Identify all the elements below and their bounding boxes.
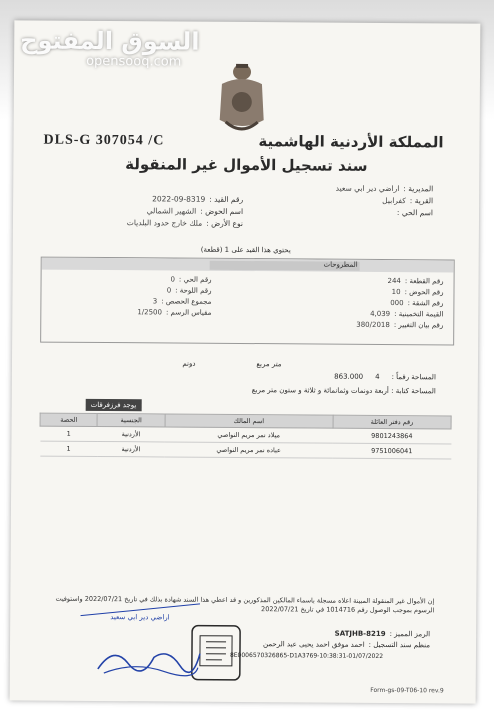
area-in-words — [56, 385, 436, 396]
field-label: اسم الحوض : — [200, 206, 244, 216]
field-label: اسم الحي : — [396, 208, 434, 218]
field-label: القرية : — [409, 196, 434, 206]
document-title: سند تسجيل الأموال غير المنقولة — [125, 155, 368, 175]
area-words-value: أربعة دونمات وثمانمائة و ثلاثة و ستون متر مربع — [251, 386, 389, 396]
location-fields — [243, 182, 433, 219]
field-value: كفرابيل — [382, 195, 406, 206]
barcode-text: 8E0006570326865-D1A3769-10:38:31-01/07/2022 — [229, 651, 384, 660]
owners-table — [39, 413, 451, 460]
blue-stamp-text: اراضي دير ابي سعيد — [110, 613, 170, 622]
table-cell: 1 — [40, 426, 98, 441]
field-label: مجموع الحصص : — [161, 297, 212, 306]
area-numeric-label: المساحة رقماً : — [391, 373, 436, 382]
table-cell: الأردنية — [97, 441, 164, 456]
area-units — [152, 359, 312, 368]
kingdom-name: المملكة الأردنية الهاشمية — [258, 132, 444, 152]
issuer-label: منظم سند التسجيل : — [368, 640, 431, 650]
issuer-value: احمد موفق احمد يحيى عبد الرحمن — [262, 640, 365, 649]
field-label: رقم الحوض : — [404, 288, 444, 297]
field-value: 0 — [166, 286, 172, 295]
land-registration-document — [10, 20, 481, 703]
field-value: 380/2018 — [356, 320, 390, 330]
watermark-latin: opensooq.com — [86, 53, 182, 70]
column-header: رقم دفتر العائلة — [333, 415, 451, 429]
field-value: 000 — [390, 299, 404, 308]
field-value: اراضي دير ابي سعيد — [335, 183, 400, 194]
symbol-value: 8219-SATJHB — [334, 629, 386, 638]
field-label: المديرية : — [403, 184, 434, 194]
unit-dunum: دونم — [182, 359, 196, 368]
field-row — [243, 206, 433, 219]
field-value: 244 — [387, 276, 401, 286]
field-value: 1/2500 — [137, 308, 163, 317]
table-row — [40, 441, 451, 459]
field-value: 2022-09-8319 — [152, 194, 206, 204]
column-header: الحصة — [40, 413, 98, 426]
partners-badge: يوجد فرزفرقات — [86, 399, 142, 411]
parcel-fields-left — [51, 274, 211, 319]
field-label: رقم الشقة : — [407, 299, 444, 308]
area-numeric — [116, 371, 436, 381]
field-row — [51, 307, 211, 319]
table-cell: 1 — [40, 441, 98, 456]
registry-fields — [53, 193, 243, 230]
field-label: رقم اللوحة : — [175, 286, 212, 295]
parcel-fields-right — [253, 275, 443, 331]
field-label: رقم القيد : — [209, 194, 244, 204]
parcel-count-line: يحتوي هذا القيد على 1 (قطعة) — [200, 245, 291, 255]
field-label: رقم القطعة : — [404, 277, 444, 286]
certification-note: إن الأموال غير المنقولة المبينة اعلاه مسجلة باسماء المالكين المذكورين و قد اعطي هذا السند شهادة بذلك في تاريخ 2022/07/21 واستوفيت الرسوم بموجب الوصول رقم 1014716 في تاريخ 2022/07/21 — [55, 594, 435, 615]
area-words-label: المساحة كتابة : — [391, 387, 436, 396]
table-cell: 9801243864 — [333, 428, 451, 444]
field-value: 0 — [170, 275, 175, 284]
form-number: Form-gs-09-T06-10 rev.9 — [370, 686, 444, 695]
field-label: رقم الحي : — [178, 275, 212, 284]
field-value: 10 — [391, 288, 401, 297]
parcel-details-box — [40, 257, 455, 346]
field-row — [53, 217, 243, 230]
column-header: الجنسية — [98, 413, 165, 426]
symbol-label: الرمز المميز : — [389, 630, 431, 639]
document-code: DLS-G 307054 /C — [43, 132, 165, 149]
jordan-coat-of-arms-icon — [212, 60, 273, 140]
field-value: 3 — [152, 297, 158, 306]
field-value: الشهير الشمالي — [146, 206, 197, 216]
field-label: مقياس الرسم : — [165, 308, 212, 317]
field-row — [253, 319, 443, 331]
table-cell: الأردنية — [97, 426, 164, 441]
field-label: نوع الأرض : — [206, 218, 243, 228]
table-cell: عباده نمر مريم النواصي — [165, 442, 333, 458]
column-header: اسم المالك — [165, 414, 333, 428]
signature-scribble-icon — [94, 639, 204, 680]
table-cell: 9751006041 — [333, 443, 451, 459]
watermark-arabic: السوق المفتوح — [20, 26, 200, 56]
parcel-box-header-label: المطروحات — [323, 260, 358, 269]
field-label: رقم بيان التغيير : — [393, 321, 444, 330]
opensooq-watermark — [20, 26, 200, 69]
unit-sqm: متر مربع — [256, 360, 282, 369]
parcel-box-header — [42, 258, 454, 273]
field-value: ملك خارج حدود البلديات — [126, 218, 203, 228]
issuer-info — [230, 628, 430, 662]
area-dunum-value: 4 — [375, 372, 380, 381]
field-value: 4,039 — [370, 309, 391, 319]
area-sqm-value: 863.000 — [334, 372, 364, 381]
table-cell: ميلاد نمر مريم النواصي — [165, 427, 333, 443]
document-header — [43, 129, 443, 158]
field-label: القيمة التخمينية : — [394, 310, 444, 319]
